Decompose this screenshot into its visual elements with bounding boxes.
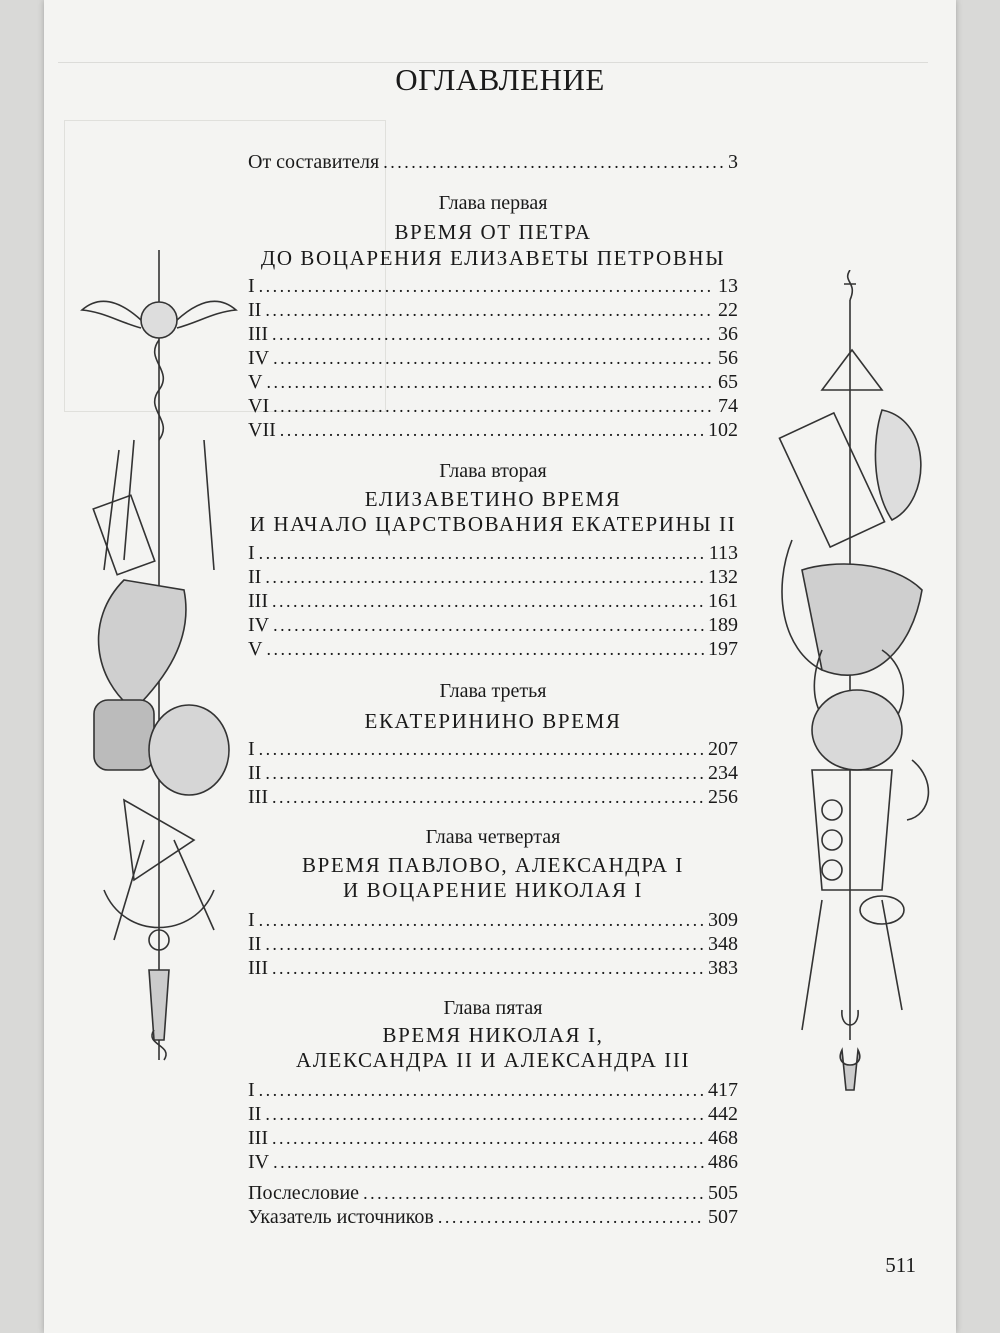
toc-entry-label: От составителя — [248, 151, 380, 173]
toc-entry-label: III — [248, 786, 268, 808]
chapter-label: Глава вторая — [439, 460, 547, 482]
toc-entry-label: II — [248, 299, 262, 321]
leader-dots — [280, 418, 704, 442]
chapter-title-line: ДО ВОЦАРЕНИЯ ЕЛИЗАВЕТЫ ПЕТРОВНЫ — [260, 246, 726, 270]
toc-entry-page: 468 — [708, 1127, 738, 1149]
toc-entry-page: 13 — [718, 275, 738, 297]
toc-entry[interactable] — [248, 298, 738, 322]
toc-entry-page: 309 — [708, 909, 738, 931]
toc-entry-label: Указатель источников — [248, 1206, 434, 1228]
leader-dots — [363, 1181, 704, 1205]
toc-entry-label: III — [248, 957, 268, 979]
toc-entry-label: II — [248, 1103, 262, 1125]
toc-entry[interactable] — [248, 1150, 738, 1174]
toc-entry-page: 505 — [708, 1182, 738, 1204]
toc-entry-label: II — [248, 762, 262, 784]
toc-entry[interactable] — [248, 394, 738, 418]
toc-entry-label: Послесловие — [248, 1182, 360, 1204]
toc-entry-page: 56 — [718, 347, 738, 369]
toc-entry[interactable] — [248, 418, 738, 442]
toc-entry-page: 207 — [708, 738, 738, 760]
toc-entry[interactable] — [248, 322, 738, 346]
leader-dots — [259, 1078, 704, 1102]
toc-entry[interactable] — [248, 737, 738, 761]
toc-entry[interactable] — [248, 274, 738, 298]
chapter-label: Глава третья — [439, 680, 547, 702]
toc-entry[interactable] — [248, 1126, 738, 1150]
leader-dots — [273, 346, 714, 370]
toc-entry-label: I — [248, 1079, 255, 1101]
toc-entry[interactable] — [248, 589, 738, 613]
leader-dots — [273, 613, 704, 637]
toc-entry[interactable] — [248, 346, 738, 370]
toc-entry-page: 102 — [708, 419, 738, 441]
page-number: 511 — [885, 1253, 916, 1277]
toc-entry-label: VII — [248, 419, 276, 441]
leader-dots — [272, 589, 704, 613]
toc-entry-label: IV — [248, 347, 270, 369]
chapter-title-line: ЕЛИЗАВЕТИНО ВРЕМЯ — [364, 487, 622, 511]
toc-entry-label: IV — [248, 614, 270, 636]
leader-dots — [259, 908, 704, 932]
toc-entry[interactable] — [248, 541, 738, 565]
toc-entry-label: I — [248, 738, 255, 760]
leader-dots — [259, 541, 705, 565]
toc-entry-afterword[interactable] — [248, 1181, 738, 1205]
leader-dots — [272, 785, 704, 809]
toc-entry-page: 161 — [708, 590, 738, 612]
toc-entry-label: III — [248, 323, 268, 345]
toc-entry-page: 417 — [708, 1079, 738, 1101]
toc-entry-label: I — [248, 909, 255, 931]
toc-entry-page: 348 — [708, 933, 738, 955]
leader-dots — [383, 150, 724, 174]
chapter-title-line: АЛЕКСАНДРА II И АЛЕКСАНДРА III — [295, 1048, 691, 1072]
toc-entry-label: V — [248, 638, 263, 660]
leader-dots — [265, 761, 704, 785]
toc-entry-page: 189 — [708, 614, 738, 636]
toc-entry-label: I — [248, 275, 255, 297]
toc-entry[interactable] — [248, 370, 738, 394]
toc-entry[interactable] — [248, 908, 738, 932]
chapter-title-line: ВРЕМЯ ОТ ПЕТРА — [394, 220, 592, 244]
toc-entry-page: 132 — [708, 566, 738, 588]
chapter-title-line: ЕКАТЕРИНИНО ВРЕМЯ — [364, 709, 622, 733]
toc-entry-page: 113 — [708, 542, 738, 564]
page-title: ОГЛАВЛЕНИЕ — [395, 62, 605, 97]
chapter-label: Глава четвертая — [425, 826, 561, 848]
chapter-label: Глава пятая — [443, 997, 543, 1019]
toc-entry-label: V — [248, 371, 263, 393]
toc-entry-page: 22 — [718, 299, 738, 321]
trophy-ornament-left-icon — [64, 240, 264, 1070]
toc-entry[interactable] — [248, 613, 738, 637]
toc-entry-label: IV — [248, 1151, 270, 1173]
leader-dots — [272, 1126, 704, 1150]
toc-entry-page: 36 — [718, 323, 738, 345]
toc-entry[interactable] — [248, 637, 738, 661]
toc-entry-label: VI — [248, 395, 270, 417]
toc-entry[interactable] — [248, 956, 738, 980]
toc-entry-page: 507 — [708, 1206, 738, 1228]
leader-dots — [266, 637, 704, 661]
chapter-title-line: И НАЧАЛО ЦАРСТВОВАНИЯ ЕКАТЕРИНЫ II — [249, 512, 737, 536]
toc-entry-label: II — [248, 566, 262, 588]
chapter-title-line: ВРЕМЯ ПАВЛОВО, АЛЕКСАНДРА I — [302, 853, 684, 877]
leader-dots — [273, 1150, 704, 1174]
leader-dots — [265, 932, 704, 956]
toc-entry-label: II — [248, 933, 262, 955]
toc-entry-preface[interactable] — [248, 150, 738, 174]
toc-entry[interactable] — [248, 761, 738, 785]
toc-entry-label: III — [248, 1127, 268, 1149]
leader-dots — [265, 1102, 704, 1126]
toc-entry-label: I — [248, 542, 255, 564]
toc-entry[interactable] — [248, 932, 738, 956]
toc-entry-page: 256 — [708, 786, 738, 808]
chapter-label: Глава первая — [438, 192, 548, 214]
toc-entry-page: 65 — [718, 371, 738, 393]
toc-entry-page: 486 — [708, 1151, 738, 1173]
leader-dots — [272, 322, 714, 346]
leader-dots — [266, 370, 714, 394]
leader-dots — [273, 394, 714, 418]
trophy-ornament-right-icon — [762, 270, 952, 1100]
leader-dots — [259, 274, 714, 298]
leader-dots — [265, 298, 714, 322]
leader-dots — [438, 1205, 704, 1229]
toc-entry[interactable] — [248, 1078, 738, 1102]
toc-entry[interactable] — [248, 565, 738, 589]
toc-entry-page: 3 — [728, 151, 738, 173]
toc-entry-page: 383 — [708, 957, 738, 979]
leader-dots — [259, 737, 704, 761]
toc-entry-page: 197 — [708, 638, 738, 660]
leader-dots — [272, 956, 704, 980]
toc-entry-sources-index[interactable] — [248, 1205, 738, 1229]
toc-entry[interactable] — [248, 1102, 738, 1126]
toc-entry-page: 234 — [708, 762, 738, 784]
toc-entry-page: 74 — [718, 395, 738, 417]
toc-entry-page: 442 — [708, 1103, 738, 1125]
chapter-title-line: ВРЕМЯ НИКОЛАЯ I, — [382, 1023, 604, 1047]
toc-entry[interactable] — [248, 785, 738, 809]
toc-entry-label: III — [248, 590, 268, 612]
chapter-title-line: И ВОЦАРЕНИЕ НИКОЛАЯ I — [342, 878, 644, 902]
leader-dots — [265, 565, 704, 589]
